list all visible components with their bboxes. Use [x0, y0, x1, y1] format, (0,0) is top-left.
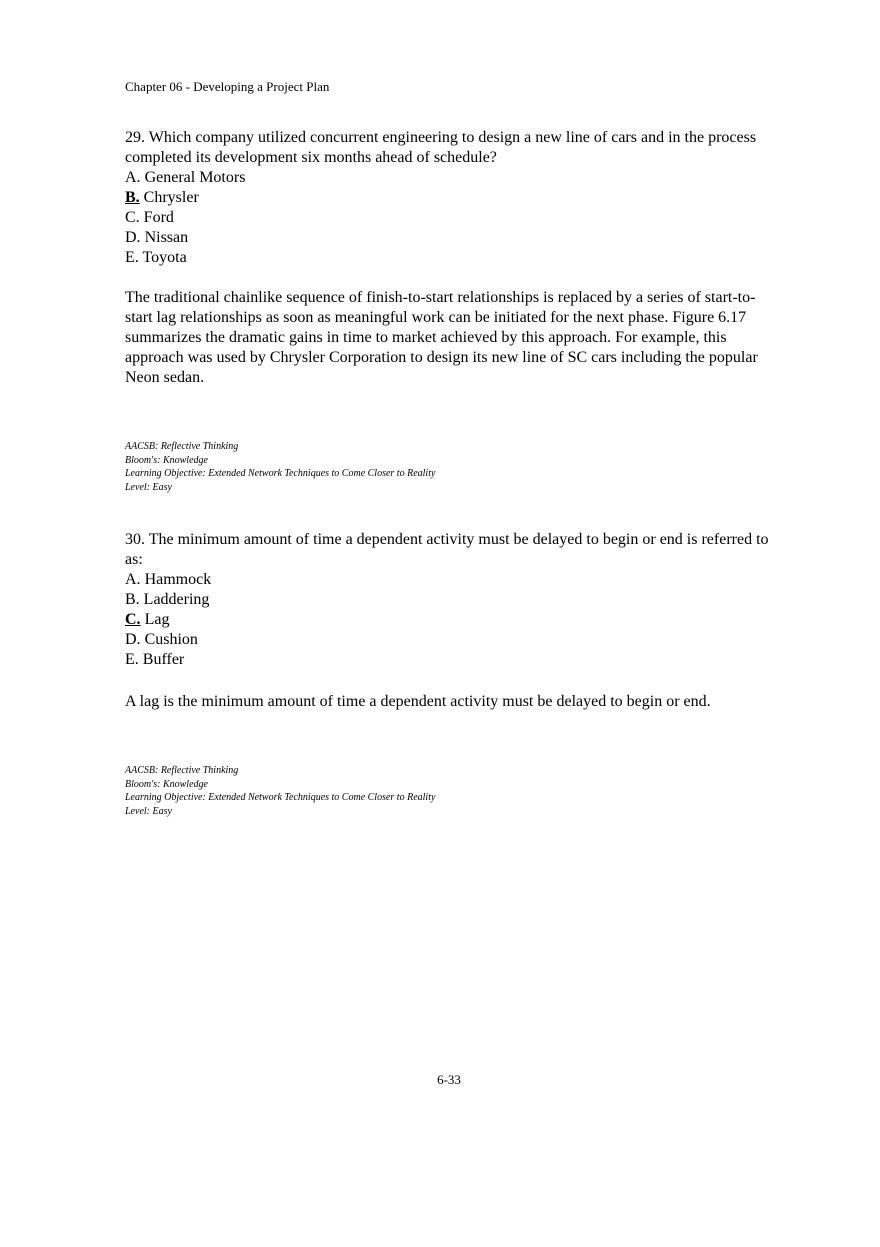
option-text: Lag: [144, 611, 170, 628]
answer-options: [125, 168, 775, 268]
question-stem: 29. Which company utilized concurrent engineering to design a new line of cars and in the process completed its development six months ahead of schedule?: [125, 129, 757, 166]
option-letter: E.: [125, 249, 139, 266]
option-letter: A.: [125, 169, 141, 186]
option-b: [125, 590, 775, 610]
option-text: Buffer: [142, 651, 185, 668]
aacsb-tag: AACSB: Reflective Thinking: [125, 765, 239, 776]
option-text: Hammock: [144, 571, 212, 588]
page-number: 6-33: [437, 1072, 461, 1087]
option-c: [125, 208, 775, 228]
blooms-tag: Bloom's: Knowledge: [125, 778, 208, 790]
option-text: Ford: [143, 209, 174, 226]
answer-explanation: A lag is the minimum amount of time a dependent activity must be delayed to begin or end.: [125, 693, 711, 710]
option-text: Nissan: [144, 229, 189, 246]
option-letter: D.: [125, 229, 141, 246]
difficulty-level: Level: Easy: [125, 805, 172, 817]
option-letter: E.: [125, 651, 139, 668]
option-letter: A.: [125, 571, 141, 588]
option-d: [125, 630, 775, 650]
option-b: [125, 188, 775, 208]
option-text: Cushion: [144, 631, 198, 648]
option-letter: B.: [125, 591, 140, 608]
answer-options: [125, 570, 775, 670]
option-text: Toyota: [142, 249, 187, 266]
option-letter: C.: [125, 209, 140, 226]
blooms-tag: Bloom's: Knowledge: [125, 454, 208, 466]
question-metadata: [125, 440, 435, 494]
difficulty-level: Level: Easy: [125, 481, 172, 493]
learning-objective: Learning Objective: Extended Network Techniques to Come Closer to Reality: [125, 792, 436, 803]
option-c: [125, 610, 775, 630]
learning-objective: Learning Objective: Extended Network Techniques to Come Closer to Reality: [125, 468, 436, 479]
option-letter: D.: [125, 631, 141, 648]
chapter-header: Chapter 06 - Developing a Project Plan: [125, 79, 330, 94]
option-a: [125, 570, 775, 590]
option-e: [125, 248, 775, 268]
option-e: [125, 650, 775, 670]
answer-explanation: The traditional chainlike sequence of finish-to-start relationships is replaced by a series of start-to-start lag relationships as soon as meaningful work can be initiated for the next phase. Figure 6.17 summarizes the dramatic gains in time to market achieved by this approach. For example, this approach was used by Chrysler Corporation to design its new line of SC cars including the popular Neon sedan.: [125, 289, 758, 386]
question-29: [125, 128, 775, 268]
question-30: [125, 530, 775, 670]
aacsb-tag: AACSB: Reflective Thinking: [125, 441, 239, 452]
option-text: Chrysler: [143, 189, 199, 206]
option-text: General Motors: [144, 169, 246, 186]
option-text: Laddering: [143, 591, 210, 608]
correct-option-letter: B.: [125, 189, 140, 206]
option-d: [125, 228, 775, 248]
correct-option-letter: C.: [125, 611, 141, 628]
option-a: [125, 168, 775, 188]
question-metadata: [125, 764, 435, 818]
question-stem: 30. The minimum amount of time a dependent activity must be delayed to begin or end is referred to as:: [125, 531, 769, 568]
